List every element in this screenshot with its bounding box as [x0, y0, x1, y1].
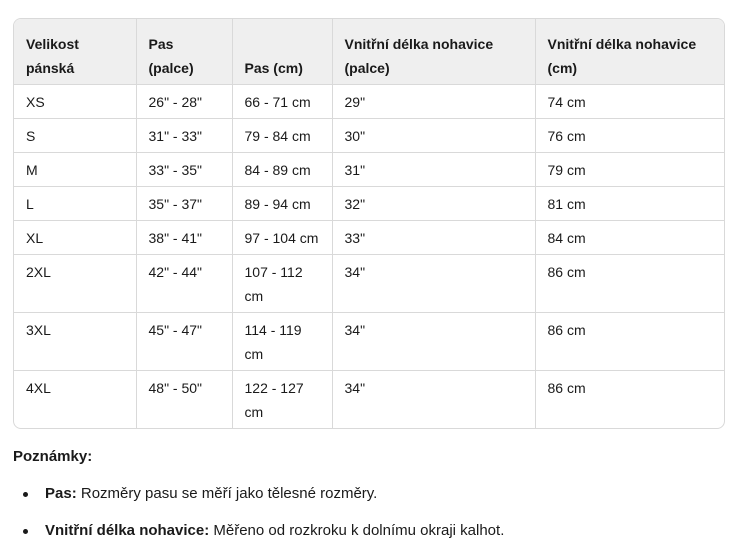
cell-inseam-inches: 31": [332, 153, 535, 187]
note-term: Vnitřní délka nohavice:: [45, 522, 210, 539]
list-item: [45, 483, 725, 505]
cell-waist-inches: 42" - 44": [136, 255, 232, 313]
list-item: [45, 520, 725, 542]
cell-inseam-inches: 34": [332, 371, 535, 429]
cell-inseam-inches: 33": [332, 221, 535, 255]
cell-inseam-inches: 30": [332, 119, 535, 153]
cell-waist-cm: 107 - 112 cm: [232, 255, 332, 313]
cell-waist-inches: 48" - 50": [136, 371, 232, 429]
header-waist-cm: Pas (cm): [232, 19, 332, 85]
cell-inseam-cm: 79 cm: [535, 153, 724, 187]
cell-waist-cm: 89 - 94 cm: [232, 187, 332, 221]
cell-inseam-cm: 76 cm: [535, 119, 724, 153]
table-row: [14, 153, 724, 187]
cell-inseam-cm: 74 cm: [535, 85, 724, 119]
table-row: [14, 119, 724, 153]
note-text: Rozměry pasu se měří jako tělesné rozměry.: [76, 485, 378, 502]
note-text: Měřeno od rozkroku k dolnímu okraji kalhot.: [209, 522, 505, 539]
cell-size: 2XL: [14, 255, 136, 313]
cell-inseam-inches: 29": [332, 85, 535, 119]
notes-list: [0, 483, 725, 557]
cell-waist-inches: 38" - 41": [136, 221, 232, 255]
cell-inseam-cm: 84 cm: [535, 221, 724, 255]
cell-size: 3XL: [14, 313, 136, 371]
cell-waist-inches: 31" - 33": [136, 119, 232, 153]
cell-waist-cm: 66 - 71 cm: [232, 85, 332, 119]
cell-waist-cm: 79 - 84 cm: [232, 119, 332, 153]
cell-size: XS: [14, 85, 136, 119]
cell-size: S: [14, 119, 136, 153]
bullet-icon: [23, 492, 28, 497]
table-header-row: [14, 19, 724, 85]
size-table-container: [13, 18, 725, 429]
size-table: [14, 19, 724, 428]
header-size: Velikost pánská: [14, 19, 136, 85]
cell-waist-inches: 26" - 28": [136, 85, 232, 119]
table-row: [14, 313, 724, 371]
cell-size: XL: [14, 221, 136, 255]
cell-inseam-cm: 81 cm: [535, 187, 724, 221]
cell-inseam-inches: 32": [332, 187, 535, 221]
cell-waist-inches: 45" - 47": [136, 313, 232, 371]
table-row: [14, 187, 724, 221]
header-inseam-inches: Vnitřní délka nohavice (palce): [332, 19, 535, 85]
cell-waist-cm: 122 - 127 cm: [232, 371, 332, 429]
table-row: [14, 221, 724, 255]
cell-inseam-inches: 34": [332, 255, 535, 313]
cell-waist-cm: 84 - 89 cm: [232, 153, 332, 187]
header-waist-inches: Pas (palce): [136, 19, 232, 85]
cell-size: L: [14, 187, 136, 221]
bullet-icon: [23, 529, 28, 534]
cell-waist-cm: 114 - 119 cm: [232, 313, 332, 371]
cell-inseam-cm: 86 cm: [547, 380, 586, 396]
cell-size: 4XL: [14, 371, 136, 429]
table-row: [14, 85, 724, 119]
cell-size: M: [14, 153, 136, 187]
table-row: [14, 371, 724, 429]
cell-waist-cm: 97 - 104 cm: [232, 221, 332, 255]
cell-inseam-cm: 86 cm: [535, 255, 724, 313]
cell-waist-inches: 33" - 35": [136, 153, 232, 187]
header-inseam-cm: Vnitřní délka nohavice (cm): [535, 19, 724, 85]
cell-inseam-inches: 34": [332, 313, 535, 371]
notes-heading: Poznámky:: [13, 448, 93, 465]
note-term: Pas:: [45, 485, 77, 502]
cell-inseam-cm: 86 cm: [535, 313, 724, 371]
cell-waist-inches: 35" - 37": [136, 187, 232, 221]
table-row: [14, 255, 724, 313]
